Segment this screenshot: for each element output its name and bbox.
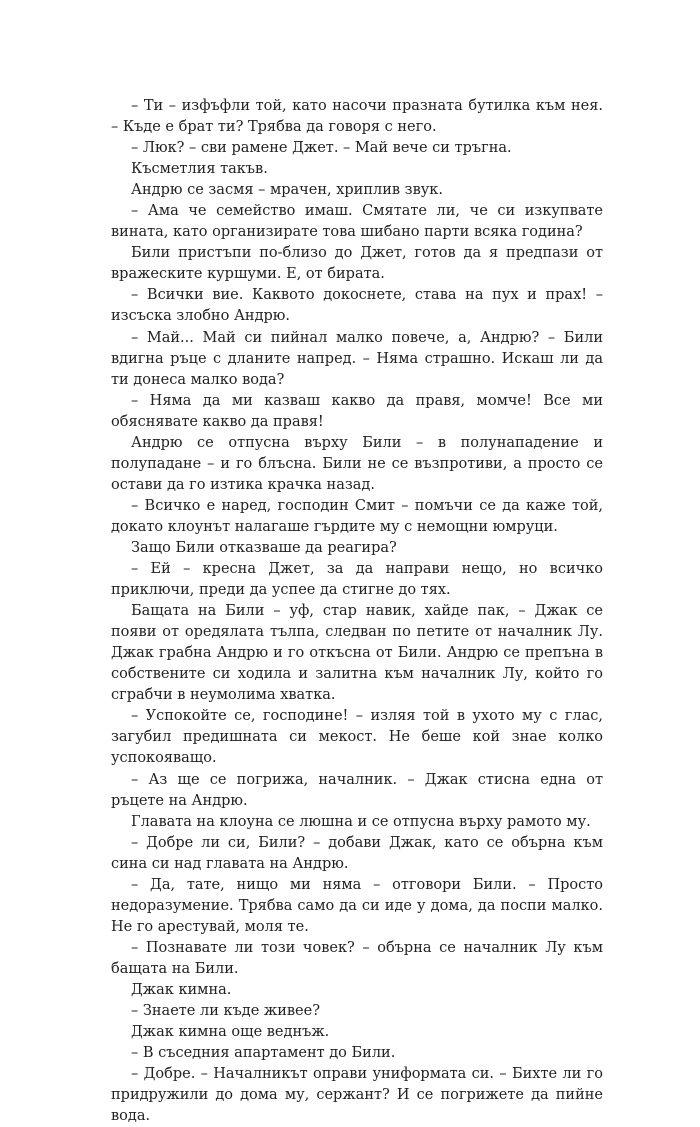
page-text	[111, 96, 603, 1127]
paragraph: – Да, тате, нищо ми няма – отговори Били. – Просто недоразумение. Трябва само да си иде у дома, да поспи малко. Не го арестувай, моля те.	[111, 876, 603, 935]
paragraph: – Всички вие. Каквото докоснете, става на пух и прах! – изсъска злобно Андрю.	[111, 287, 603, 325]
paragraph: – Познавате ли този човек? – обърна се началник Лу към бащата на Били.	[111, 939, 603, 977]
paragraph: – Добре ли си, Били? – добави Джак, като се обърна към сина си над главата на Андрю.	[111, 834, 603, 872]
paragraph: – Аз ще се погрижа, началник. – Джак стисна една от ръцете на Андрю.	[111, 771, 603, 809]
paragraph: – Май... Май си пийнал малко повече, а, Андрю? – Били вдигна ръце с дланите напред. – Няма страшно. Искаш ли да ти донеса малко вода?	[111, 329, 603, 388]
paragraph: Андрю се отпусна върху Били – в полунападение и полупадане – и го блъсна. Били не се възпротиви, а просто се остави да го изтика крачка назад.	[111, 434, 603, 493]
paragraph: Джак кимна.	[131, 981, 232, 998]
paragraph: Били пристъпи по-близо до Джет, готов да я предпази от вражеските куршуми. Е, от бирата.	[111, 245, 603, 283]
paragraph: Бащата на Били – уф, стар навик, хайде пак, – Джак се появи от оредялата тълпа, следван по петите от началник Лу. Джак грабна Андрю и го откъсна от Били. Андрю се препъна в собствените си ходила и залитна към началник Лу, който го сграбчи в неумолима хватка.	[111, 603, 603, 704]
paragraph: Защо Били отказваше да реагира?	[131, 539, 397, 556]
paragraph: – Добре. – Началникът оправи униформата си. – Бихте ли го придружили до дома му, сержант? И се погрижете да пийне вода.	[111, 1066, 603, 1125]
paragraph: – Ти – изфъфли той, като насочи празната бутилка към нея. – Къде е брат ти? Трябва да говоря с него.	[111, 98, 603, 136]
paragraph: Главата на клоуна се люшна и се отпусна върху рамото му.	[131, 813, 591, 830]
paragraph: – Ама че семейство имаш. Смятате ли, че си изкупвате вината, като организирате това шибано парти всяка година?	[111, 203, 603, 241]
paragraph: Късметлия такъв.	[131, 161, 268, 178]
paragraph: Андрю се засмя – мрачен, хриплив звук.	[131, 182, 443, 199]
paragraph: – В съседния апартамент до Били.	[131, 1045, 396, 1062]
paragraph: – Знаете ли къде живее?	[131, 1003, 320, 1020]
paragraph: Джак кимна още веднъж.	[131, 1024, 330, 1041]
paragraph: – Успокойте се, господине! – изляя той в ухото му с глас, загубил предишната си мекост. Не беше кой знае колко успокояващо.	[111, 708, 603, 767]
paragraph: – Ей – кресна Джет, за да направи нещо, но всичко приключи, преди да успее да стигне до тях.	[111, 561, 603, 599]
paragraph: – Люк? – сви рамене Джет. – Май вече си тръгна.	[131, 140, 512, 157]
paragraph: – Няма да ми казваш какво да правя, момче! Все ми обяснявате какво да правя!	[111, 392, 603, 430]
paragraph: – Всичко е наред, господин Смит – помъчи се да каже той, докато клоунът налагаше гърдите му с немощни юмруци.	[111, 497, 603, 535]
